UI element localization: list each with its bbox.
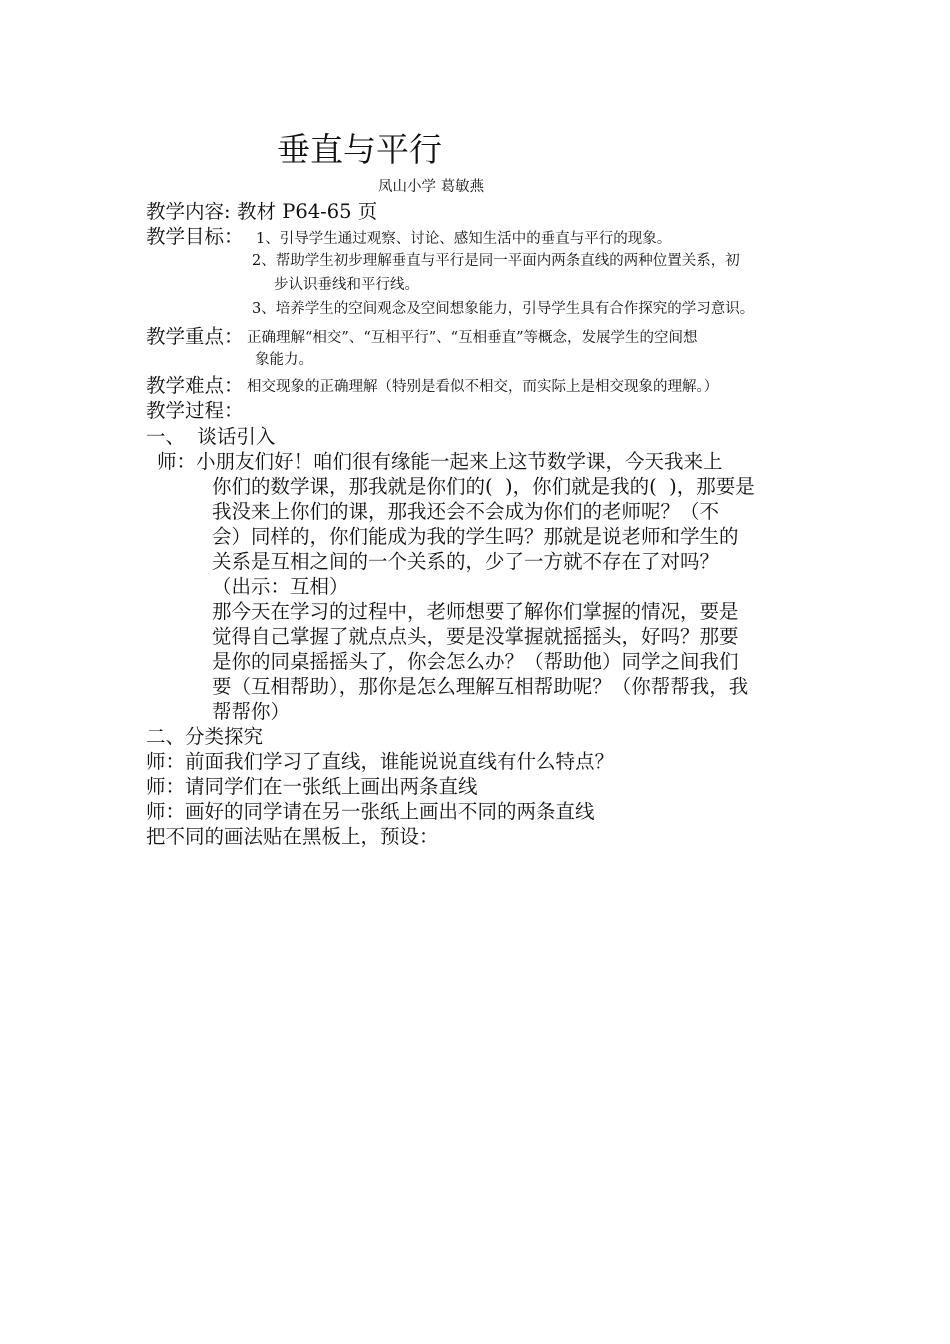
goal-item: 3、培养学生的空间观念及空间想象能力，引导学生具有合作探究的学习意识。 xyxy=(252,301,755,317)
dialogue-line: 把不同的画法贴在黑板上，预设： xyxy=(146,825,439,848)
difficulty-label: 教学难点： xyxy=(146,374,244,397)
dialogue-line: 觉得自己掌握了就点点头，要是没掌握就摇摇头，好吗？那要 xyxy=(212,625,739,648)
dialogue-line: 要（互相帮助），那你是怎么理解互相帮助呢？（你帮帮我，我 xyxy=(212,675,749,698)
dialogue-line: 会）同样的，你们能成为我的学生吗？那就是说老师和学生的 xyxy=(212,525,739,548)
section-heading: 二、分类探究 xyxy=(146,725,264,748)
dialogue-line: 师：前面我们学习了直线，谁能说说直线有什么特点？ xyxy=(146,750,615,773)
key-text: 象能力。 xyxy=(255,352,313,368)
dialogue-line: 帮帮你） xyxy=(212,700,291,723)
dialogue-line: 师：小朋友们好！咱们很有缘能一起来上这节数学课，今天我来上 xyxy=(157,450,723,473)
dialogue-line: （出示：互相） xyxy=(212,575,349,598)
goal-item: 1、引导学生通过观察、讨论、感知生活中的垂直与平行的现象。 xyxy=(256,231,672,247)
document-title: 垂直与平行 xyxy=(277,130,442,169)
author-line: 凤山小学 葛敏燕 xyxy=(378,179,485,195)
goals-label: 教学目标： xyxy=(146,225,244,248)
key-text: 正确理解“相交”、“互相平行”、“互相垂直”等概念，发展学生的空间想 xyxy=(247,330,698,346)
process-label: 教学过程： xyxy=(146,399,244,422)
dialogue-line: 关系是互相之间的一个关系的，少了一方就不存在了对吗？ xyxy=(212,550,720,573)
dialogue-line: 师：请同学们在一张纸上画出两条直线 xyxy=(146,775,478,798)
dialogue-line: 是你的同桌摇摇头了，你会怎么办？（帮助他）同学之间我们 xyxy=(212,650,739,673)
content-label: 教学内容: xyxy=(146,200,231,223)
goal-item: 2、帮助学生初步理解垂直与平行是同一平面内两条直线的两种位置关系，初 xyxy=(252,253,740,269)
dialogue-line: 师：画好的同学请在另一张纸上画出不同的两条直线 xyxy=(146,800,595,823)
dialogue-line: 那今天在学习的过程中，老师想要了解你们掌握的情况，要是 xyxy=(212,600,739,623)
dialogue-line: 我没来上你们的课，那我还会不会成为你们的老师呢？（不 xyxy=(212,500,720,523)
goal-item-continued: 步认识垂线和平行线。 xyxy=(274,277,419,293)
dialogue-line: 你们的数学课，那我就是你们的( )，你们就是我的( )，那要是 xyxy=(212,475,755,498)
content-value: 教材 P64-65 页 xyxy=(237,200,378,223)
difficulty-text: 相交现象的正确理解（特别是看似不相交，而实际上是相交现象的理解。） xyxy=(247,379,719,395)
key-label: 教学重点： xyxy=(146,325,244,348)
section-heading: 一、 谈话引入 xyxy=(146,425,276,448)
